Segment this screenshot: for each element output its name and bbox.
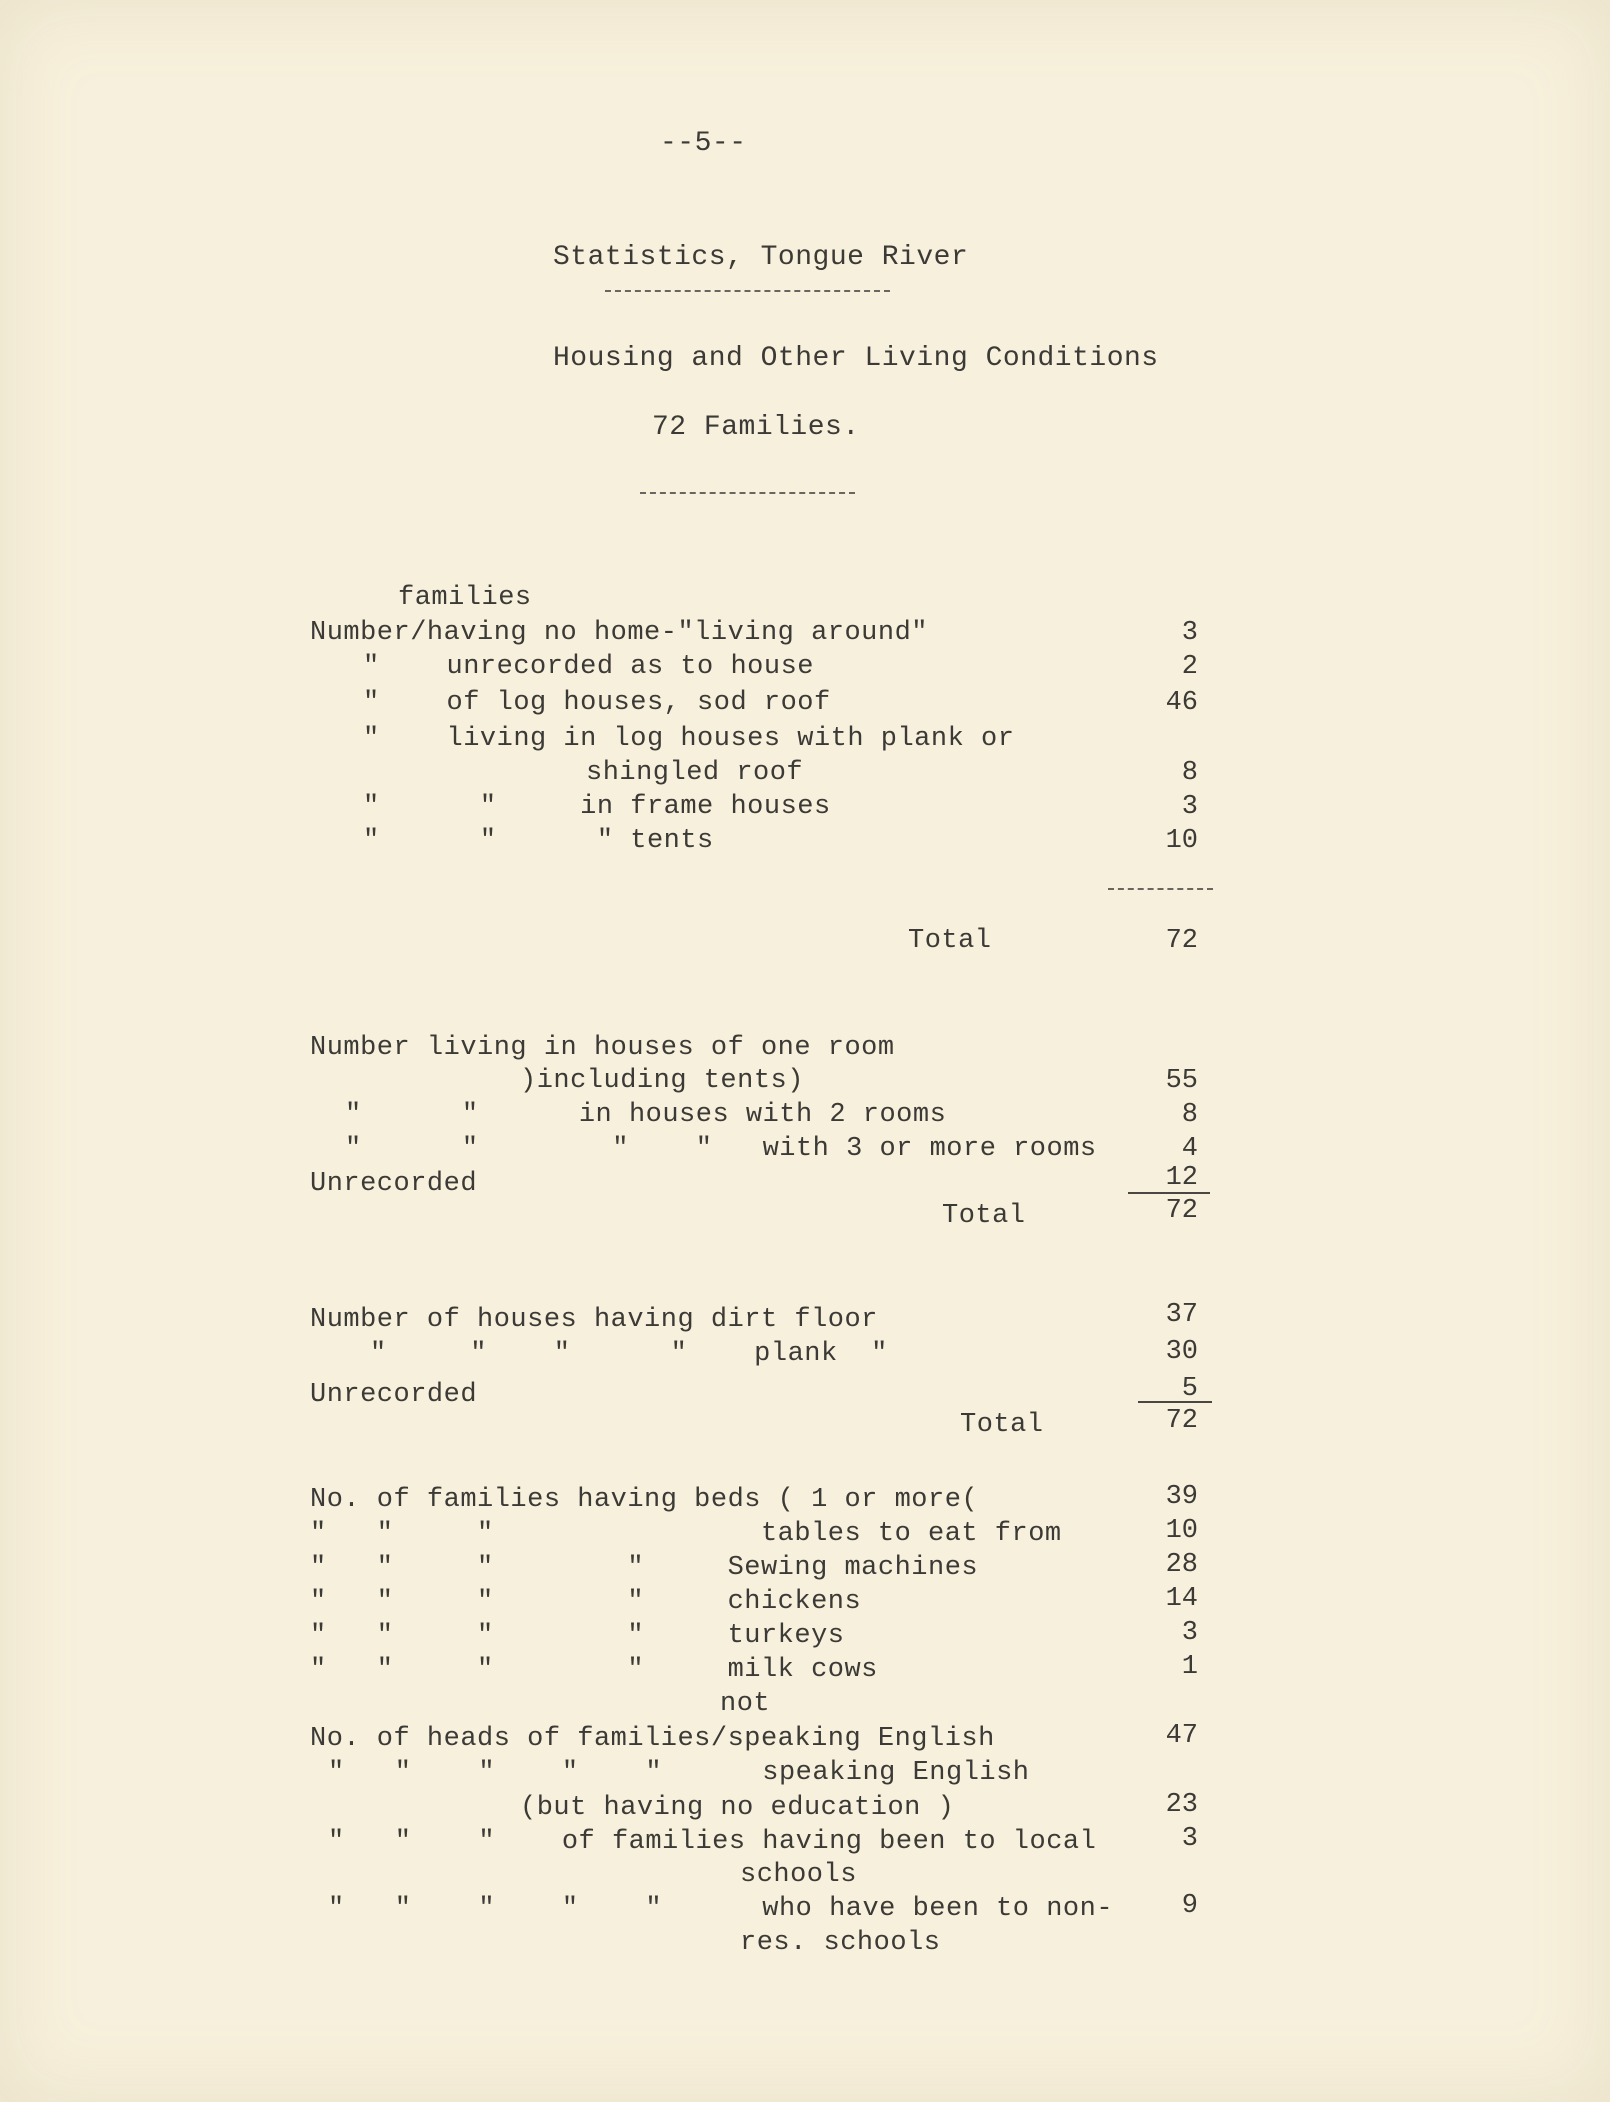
possessions-row-label: " " " tables to eat from	[310, 1519, 1062, 1549]
housing-row-value: 8	[1181, 758, 1198, 788]
rooms-row-label: )including tents)	[520, 1066, 804, 1096]
possessions-row-value: 39	[1165, 1482, 1198, 1512]
education-row-value: 47	[1165, 1721, 1198, 1751]
rooms-row-label: " " " " with 3 or more rooms	[345, 1134, 1097, 1164]
floors-row-value: 5	[1181, 1374, 1198, 1404]
housing-row-value: 2	[1181, 652, 1198, 682]
education-row-label: " " " of families having been to local	[328, 1827, 1097, 1857]
floors-row-value: 37	[1165, 1300, 1198, 1330]
rooms-row-value: 12	[1165, 1163, 1198, 1193]
floors-row-label: Unrecorded	[310, 1380, 478, 1410]
possessions-row-label: " " " " turkeys	[310, 1621, 845, 1651]
section-divider	[640, 492, 855, 494]
education-row-label: No. of heads of families/speaking English	[310, 1724, 995, 1754]
education-row-label: res. schools	[740, 1928, 941, 1958]
rooms-row-value: 55	[1165, 1066, 1198, 1096]
housing-row-value: 3	[1181, 792, 1198, 822]
possessions-row-value: 14	[1165, 1584, 1198, 1614]
education-row-value: 3	[1181, 1824, 1198, 1854]
possessions-row-value: 1	[1181, 1652, 1198, 1682]
total-label: Total	[942, 1201, 1026, 1231]
rooms-row-value: 8	[1181, 1100, 1198, 1130]
sum-line	[1108, 888, 1213, 890]
families-note: families	[398, 583, 532, 613]
possessions-row-value: 3	[1181, 1618, 1198, 1648]
rooms-row-label: Unrecorded	[310, 1169, 478, 1199]
title-underline	[605, 290, 890, 292]
rooms-row-value: 4	[1181, 1134, 1198, 1164]
possessions-row-value: 10	[1165, 1516, 1198, 1546]
floors-row-label: " " " " plank "	[370, 1339, 888, 1369]
total-label: Total	[960, 1410, 1044, 1440]
page-title: Statistics, Tongue River	[553, 242, 969, 273]
education-row-value: 23	[1165, 1790, 1198, 1820]
housing-row-value: 10	[1165, 826, 1198, 856]
possessions-row-value: 28	[1165, 1550, 1198, 1580]
rooms-row-label: Number living in houses of one room	[310, 1033, 895, 1063]
possessions-row-label: " " " " Sewing machines	[310, 1553, 979, 1583]
sum-line	[1138, 1401, 1212, 1403]
housing-row-value: 46	[1165, 688, 1198, 718]
total-value: 72	[1165, 1406, 1198, 1436]
page-subtitle: Housing and Other Living Conditions	[553, 343, 1159, 374]
total-value: 72	[1165, 926, 1198, 956]
education-row-label: (but having no education )	[520, 1793, 955, 1823]
education-row-label: " " " " " who have been to non-	[328, 1894, 1114, 1924]
education-row-label: schools	[740, 1860, 857, 1890]
housing-row-label: " " in frame houses	[363, 792, 831, 822]
total-label: Total	[908, 926, 992, 956]
education-row-value: 9	[1181, 1891, 1198, 1921]
possessions-row-label: No. of families having beds ( 1 or more(	[310, 1485, 979, 1515]
housing-row-value: 3	[1181, 618, 1198, 648]
housing-row-label: " unrecorded as to house	[363, 652, 814, 682]
education-row-label: " " " " " speaking English	[328, 1758, 1030, 1788]
total-value: 72	[1165, 1196, 1198, 1226]
housing-row-label: " " " tents	[363, 826, 714, 856]
rooms-row-label: " " in houses with 2 rooms	[345, 1100, 947, 1130]
possessions-row-label: " " " " milk cows	[310, 1655, 878, 1685]
sum-line	[1128, 1192, 1210, 1194]
housing-row-label: " living in log houses with plank or	[363, 724, 1015, 754]
families-count: 72 Families.	[652, 412, 860, 443]
page-number: --5--	[660, 128, 747, 159]
not-note: not	[720, 1689, 771, 1719]
floors-row-value: 30	[1165, 1337, 1198, 1367]
housing-row-label: Number/having no home-"living around"	[310, 618, 928, 648]
housing-row-label: shingled roof	[586, 758, 804, 788]
floors-row-label: Number of houses having dirt floor	[310, 1305, 878, 1335]
housing-row-label: " of log houses, sod roof	[363, 688, 831, 718]
possessions-row-label: " " " " chickens	[310, 1587, 862, 1617]
